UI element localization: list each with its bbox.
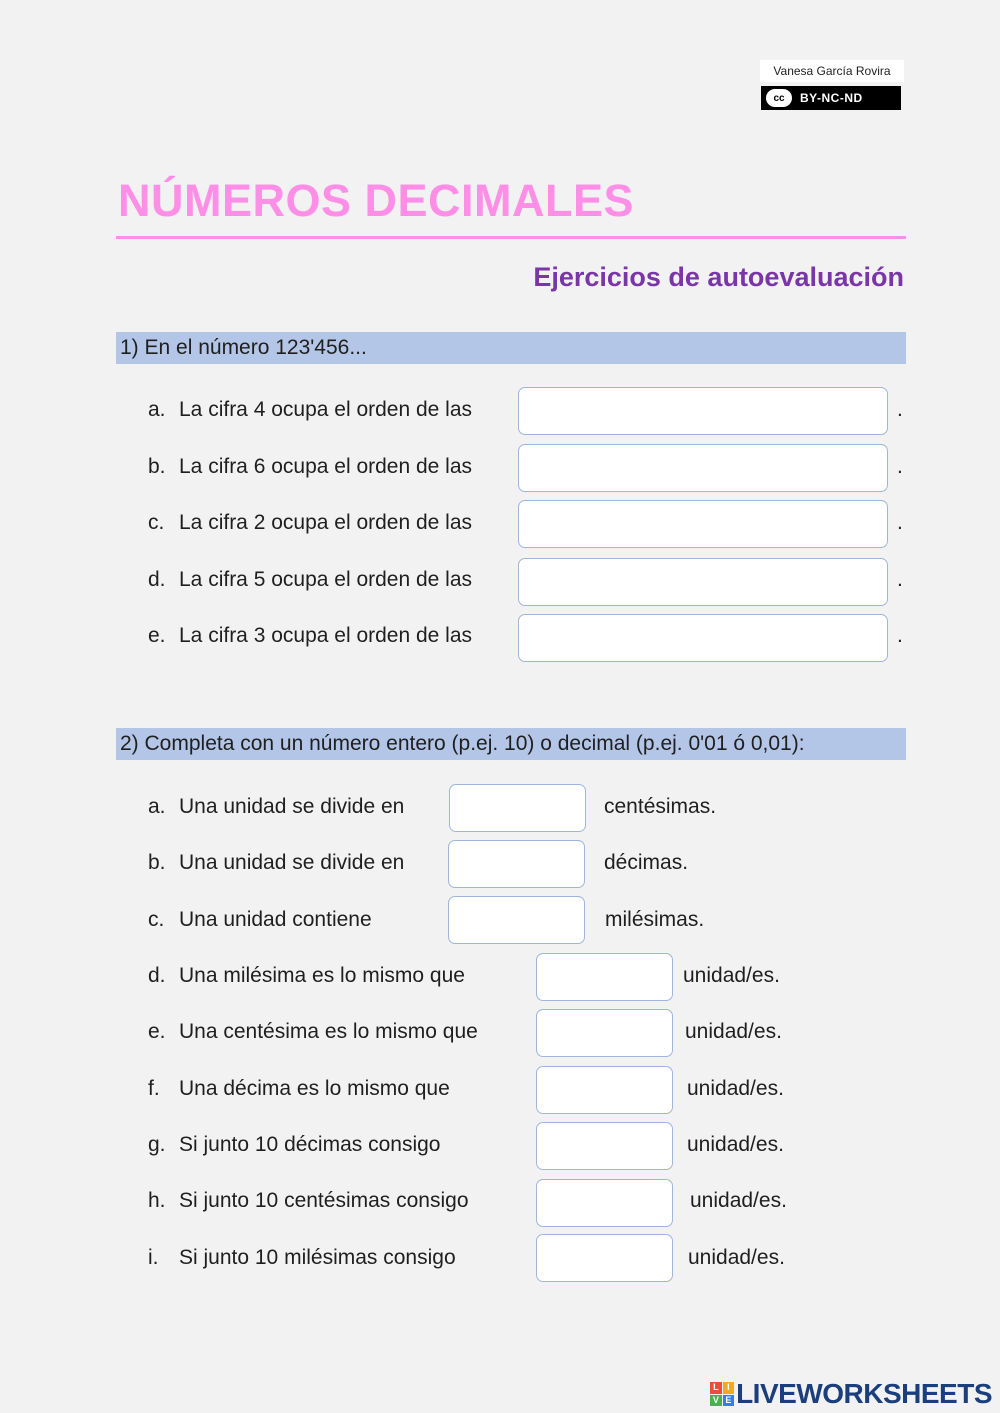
item-text: Una décima es lo mismo que [179, 1077, 450, 1100]
item-period: . [897, 398, 903, 421]
cc-icon: cc [766, 89, 792, 107]
item-text: Si junto 10 milésimas consigo [179, 1246, 456, 1269]
item-text: Una unidad se divide en [179, 795, 405, 818]
item-text: Una milésima es lo mismo que [179, 964, 465, 987]
item-letter: d. [148, 568, 166, 591]
item-letter: e. [148, 1020, 166, 1043]
item-letter: f. [148, 1077, 160, 1100]
item-period: . [897, 624, 903, 647]
answer-input-2a[interactable] [449, 784, 586, 832]
item-unit: milésimas. [605, 908, 705, 931]
item-period: . [897, 455, 903, 478]
item-period: . [897, 568, 903, 591]
answer-input-2g[interactable] [536, 1122, 673, 1170]
section-1-heading: 1) En el número 123'456... [116, 332, 906, 364]
item-unit: unidad/es. [687, 1077, 784, 1100]
answer-input-2b[interactable] [448, 840, 585, 888]
logo-tile: I [723, 1382, 735, 1394]
item-letter: c. [148, 511, 165, 534]
item-text: La cifra 4 ocupa el orden de las [179, 398, 473, 421]
item-text: Si junto 10 décimas consigo [179, 1133, 441, 1156]
answer-input-1d[interactable] [518, 558, 888, 606]
item-unit: unidad/es. [688, 1246, 785, 1269]
answer-input-2h[interactable] [536, 1179, 673, 1227]
logo-tile: V [710, 1395, 722, 1407]
item-text: La cifra 6 ocupa el orden de las [179, 455, 473, 478]
answer-input-2e[interactable] [536, 1009, 673, 1057]
item-text: Una unidad se divide en [179, 851, 405, 874]
item-text: La cifra 5 ocupa el orden de las [179, 568, 473, 591]
title-divider [116, 236, 906, 239]
item-unit: unidad/es. [687, 1133, 784, 1156]
answer-input-2f[interactable] [536, 1066, 673, 1114]
answer-input-1c[interactable] [518, 500, 888, 548]
item-text: Una centésima es lo mismo que [179, 1020, 478, 1043]
item-text: Si junto 10 centésimas consigo [179, 1189, 469, 1212]
item-letter: g. [148, 1133, 166, 1156]
item-letter: a. [148, 398, 166, 421]
item-letter: b. [148, 455, 166, 478]
item-letter: a. [148, 795, 166, 818]
logo-tile: L [710, 1382, 722, 1394]
item-unit: unidad/es. [685, 1020, 782, 1043]
item-letter: b. [148, 851, 166, 874]
page-subtitle: Ejercicios de autoevaluación [533, 262, 904, 292]
item-text: La cifra 3 ocupa el orden de las [179, 624, 473, 647]
answer-input-1e[interactable] [518, 614, 888, 662]
answer-input-2i[interactable] [536, 1234, 673, 1282]
liveworksheets-icon [710, 1382, 734, 1406]
item-text: Una unidad contiene [179, 908, 372, 931]
liveworksheets-logo [710, 1378, 992, 1410]
brand-name: LIVEWORKSHEETS [736, 1378, 992, 1409]
answer-input-1b[interactable] [518, 444, 888, 492]
answer-input-1a[interactable] [518, 387, 888, 435]
item-unit: unidad/es. [690, 1189, 787, 1212]
item-letter: h. [148, 1189, 166, 1212]
item-letter: c. [148, 908, 165, 931]
author-name: Vanesa García Rovira [760, 60, 904, 82]
item-letter: e. [148, 624, 166, 647]
logo-tile: E [723, 1395, 735, 1407]
cc-license-badge [761, 86, 901, 110]
item-unit: décimas. [604, 851, 689, 874]
item-unit: unidad/es. [683, 964, 780, 987]
item-text: La cifra 2 ocupa el orden de las [179, 511, 473, 534]
answer-input-2d[interactable] [536, 953, 673, 1001]
page-title: NÚMEROS DECIMALES [118, 175, 635, 226]
item-letter: d. [148, 964, 166, 987]
answer-input-2c[interactable] [448, 896, 585, 944]
item-letter: i. [148, 1246, 159, 1269]
item-unit: centésimas. [604, 795, 717, 818]
license-label: BY-NC-ND [800, 91, 863, 105]
item-period: . [897, 511, 903, 534]
section-2-heading: 2) Completa con un número entero (p.ej. 10) o decimal (p.ej. 0'01 ó 0,01): [116, 728, 906, 760]
